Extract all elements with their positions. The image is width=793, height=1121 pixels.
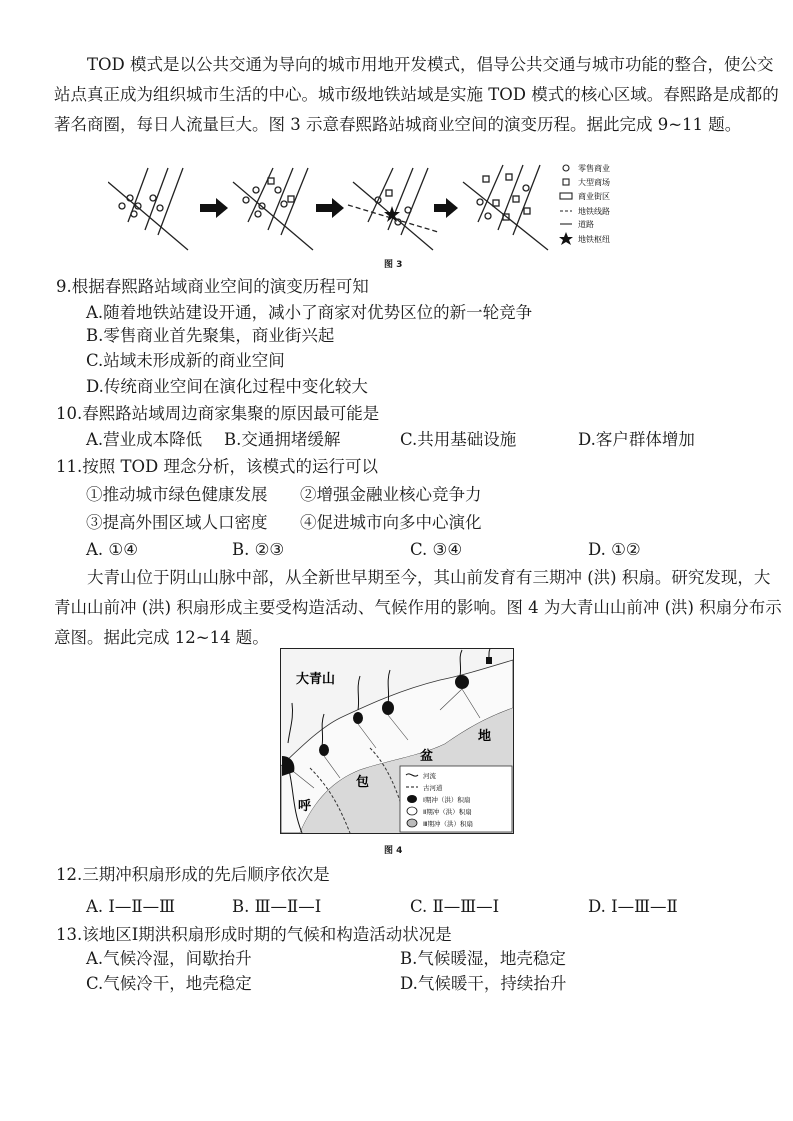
q12-option-d: D. Ⅰ—Ⅲ—Ⅱ xyxy=(588,897,678,916)
legend-road: 道路 xyxy=(578,220,594,229)
q12-option-c: C. Ⅱ—Ⅲ—Ⅰ xyxy=(410,897,500,916)
q9-option-c: C.站域未形成新的商业空间 xyxy=(86,351,285,370)
legend-commercial-block: 商业街区 xyxy=(578,192,610,201)
question-13-stem: 13.该地区Ⅰ期洪积扇形成时期的气候和构造活动状况是 xyxy=(56,925,452,944)
q13-option-a: A.气候冷湿，间歇抬升 xyxy=(86,949,252,968)
legend-retail: 零售商业 xyxy=(578,164,610,173)
q9-option-b: B.零售商业首先聚集，商业街兴起 xyxy=(86,326,335,345)
q9-option-a: A.随着地铁站建设开通，减小了商家对优势区位的新一轮竞争 xyxy=(86,303,533,322)
question-9-stem: 9.根据春熙路站域商业空间的演变历程可知 xyxy=(56,277,369,296)
legend-metro-hub: 地铁枢纽 xyxy=(578,235,610,244)
legend-river: 河流 xyxy=(423,772,436,780)
q11-item-4: ④促进城市向多中心演化 xyxy=(300,513,482,532)
q12-option-b: B. Ⅲ—Ⅱ—Ⅰ xyxy=(232,897,322,916)
q11-option-d: D. ①② xyxy=(588,540,641,559)
q11-item-2: ②增强金融业核心竞争力 xyxy=(300,485,482,504)
q13-option-d: D.气候暖干，持续抬升 xyxy=(400,974,567,993)
q11-option-c: C. ③④ xyxy=(410,540,463,559)
q10-option-d: D.客户群体增加 xyxy=(578,430,695,449)
label-hu: 呼 xyxy=(298,799,312,814)
question-10-stem: 10.春熙路站域周边商家集聚的原因最可能是 xyxy=(56,404,380,423)
q9-option-d: D.传统商业空间在演化过程中变化较大 xyxy=(86,377,368,396)
q10-option-c: C.共用基础设施 xyxy=(400,430,517,449)
q11-item-3: ③提高外围区域人口密度 xyxy=(86,513,268,532)
q12-option-a: A. Ⅰ—Ⅱ—Ⅲ xyxy=(86,897,176,916)
legend-fan-phase-2: Ⅱ期冲（洪）积扇 xyxy=(423,808,472,816)
label-bao: 包 xyxy=(356,775,370,790)
legend-metro-line: 地铁线路 xyxy=(578,207,610,216)
q13-option-c: C.气候冷干，地壳稳定 xyxy=(86,974,252,993)
question-12-stem: 12.三期冲积扇形成的先后顺序依次是 xyxy=(56,865,330,884)
label-di: 地 xyxy=(478,729,492,744)
q11-option-a: A. ①④ xyxy=(86,540,138,559)
figure-4-map xyxy=(280,648,514,834)
q13-option-b: B.气候暖湿，地壳稳定 xyxy=(400,949,566,968)
legend-fan-phase-1: Ⅰ期冲（洪）积扇 xyxy=(423,796,471,804)
arrow-right-icon xyxy=(434,198,458,218)
passage-daqingshan: 大青山位于阴山山脉中部，从全新世早期至今，其山前发育有三期冲 (洪) 积扇。研究发现，大青山山前冲 (洪) 积扇形成主要受构造活动、气候作用的影响。图 4 为大青山山前冲 (洪) 积扇分布示意图。据此完成 12~14 题。 xyxy=(54,568,782,647)
label-daqingshan: 大青山 xyxy=(296,672,336,687)
label-pen: 盆 xyxy=(420,749,434,764)
legend-ancient-channel: 古河道 xyxy=(423,784,443,792)
legend-mall: 大型商场 xyxy=(578,178,610,187)
figure-3-diagram xyxy=(108,160,668,252)
question-11-stem: 11.按照 TOD 理念分析，该模式的运行可以 xyxy=(56,457,378,476)
arrow-right-icon xyxy=(316,198,344,218)
figure-4-caption: 图 4 xyxy=(384,846,403,856)
figure-3-caption: 图 3 xyxy=(384,260,403,270)
arrow-right-icon xyxy=(200,198,228,218)
q10-option-b: B.交通拥堵缓解 xyxy=(224,430,341,449)
legend-fan-phase-3: Ⅲ期冲（洪）积扇 xyxy=(423,820,473,828)
q10-option-a: A.营业成本降低 xyxy=(86,430,203,449)
q11-item-1: ①推动城市绿色健康发展 xyxy=(86,485,268,504)
q11-option-b: B. ②③ xyxy=(232,540,285,559)
passage-tod: TOD 模式是以公共交通为导向的城市用地开发模式，倡导公共交通与城市功能的整合，使公交站点真正成为组织城市生活的中心。城市级地铁站域是实施 TOD 模式的核心区域。春熙路是成都的著名商圈，每日人流量巨大。图 3 示意春熙路站城商业空间的演变历程。据此完成 9~11 题。 xyxy=(54,55,779,134)
